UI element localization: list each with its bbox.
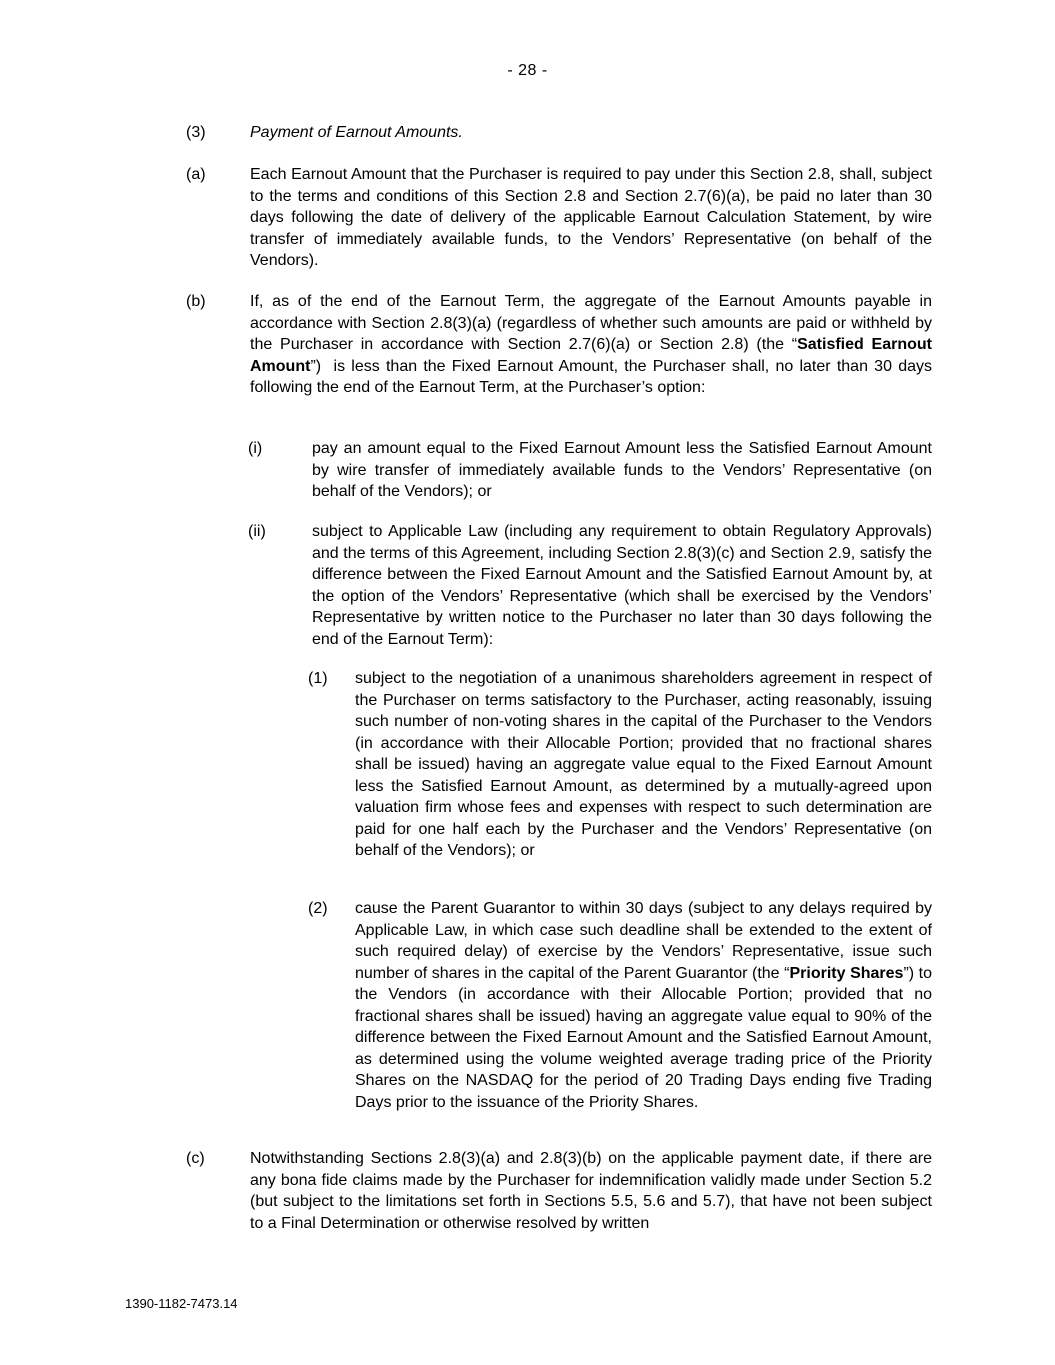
paragraph-sub2-label: (2) (308, 900, 328, 917)
page-number: - 28 - (507, 62, 548, 79)
paragraph-c (186, 1148, 932, 1234)
paragraph-a-body: Each Earnout Amount that the Purchaser is required to pay under this Section 2.8, shall, subject to the terms and conditions of this Section 2.8 and Section 2.7(6)(a), be paid no later than 30 days following the date of delivery of the applicable Earnout Calculation Statement, by wire transfer of immediately available funds, to the Vendors’ Representative (on behalf of the Vendors). (250, 166, 932, 269)
paragraph-sub1-body: subject to the negotiation of a unanimous shareholders agreement in respect of the Purchaser on terms satisfactory to the Purchaser, acting reasonably, issuing such number of non-voting shares in the capital of the Purchaser to the Vendors (in accordance with their Allocable Portion; provided that no fractional shares shall be issued) having an aggregate value equal to the Fixed Earnout Amount less the Satisfied Earnout Amount, as determined by a mutually-agreed upon valuation firm whose fees and expenses with respect to such determination are paid for one half each by the Purchaser and the Vendors’ Representative (on behalf of the Vendors); or (355, 670, 932, 859)
paragraph-ii (248, 521, 932, 650)
paragraph-ii-body: subject to Applicable Law (including any requirement to obtain Regulatory Approvals) and the terms of this Agreement, including Section 2.8(3)(c) and Section 2.9, satisfy the difference between the Fixed Earnout Amount and the Satisfied Earnout Amount by, at the option of the Vendors’ Representative (which shall be exercised by the Vendors’ Representative by written notice to the Purchaser no later than 30 days following the end of the Earnout Term): (312, 523, 932, 648)
paragraph-b-body (250, 291, 932, 399)
paragraph-sub1-label: (1) (308, 670, 328, 687)
paragraph-sub1 (308, 668, 932, 862)
paragraph-sub2-text-before: cause the Parent Guarantor to within 30 days (subject to any delays required by Applicable Law, in which case such deadline shall be extended to the extent of such required delay) of exercise by the Vendors’ Representative, issue such number of shares in the capital of the Parent Guarantor (the “ (355, 900, 932, 982)
paragraph-a-label: (a) (186, 166, 206, 183)
paragraph-ii-label: (ii) (248, 523, 266, 540)
paragraph-sub2 (308, 898, 932, 1113)
paragraph-a (186, 164, 932, 272)
paragraph-c-label: (c) (186, 1150, 205, 1167)
paragraph-b (186, 291, 932, 399)
section-heading-label: (3) (186, 124, 206, 141)
section-heading-title: Payment of Earnout Amounts. (250, 124, 463, 141)
defined-term-priority-shares: Priority Shares (789, 964, 904, 982)
paragraph-sub2-text-after: ”) to the Vendors (in accordance with their Allocable Portion; provided that no fractional shares shall be issued) having an aggregate value equal to 90% of the difference between the Fixed Earnout Amount and the Satisfied Earnout Amount, as determined using the volume weighted average trading price of the Priority Shares on the NASDAQ for the period of 20 Trading Days ending five Trading Days prior to the issuance of the Priority Shares. (355, 964, 933, 1111)
paragraph-sub2-body (355, 898, 932, 1113)
paragraph-i-body: pay an amount equal to the Fixed Earnout Amount less the Satisfied Earnout Amount by wire transfer of immediately available funds to the Vendors’ Representative (on behalf of the Vendors); or (312, 440, 932, 500)
paragraph-b-label: (b) (186, 293, 206, 310)
paragraph-b-text-before: If, as of the end of the Earnout Term, the aggregate of the Earnout Amounts payable in accordance with Section 2.8(3)(a) (regardless of whether such amounts are paid or withheld by the Purchaser in accordance with Section 2.7(6)(a) or Section 2.8) (the “ (250, 293, 932, 353)
paragraph-i (248, 438, 932, 503)
paragraph-i-label: (i) (248, 440, 263, 457)
footer-document-id: 1390-1182-7473.14 (125, 1296, 238, 1311)
defined-term-satisfied-earnout-amount: Satisfied Earnout Amount (250, 336, 933, 375)
paragraph-c-body: Notwithstanding Sections 2.8(3)(a) and 2.8(3)(b) on the applicable payment date, if there are any bona fide claims made by the Purchaser for indemnification validly made under Section 5.2 (but subject to the limitations set forth in Sections 5.5, 5.6 and 5.7), that have not been subject to a Final Determination or otherwise resolved by written (250, 1150, 932, 1232)
paragraph-b-text-after: ”) is less than the Fixed Earnout Amount, the Purchaser shall, no later than 30 days following the end of the Earnout Term, at the Purchaser’s option: (250, 357, 932, 396)
section-heading (186, 122, 932, 144)
